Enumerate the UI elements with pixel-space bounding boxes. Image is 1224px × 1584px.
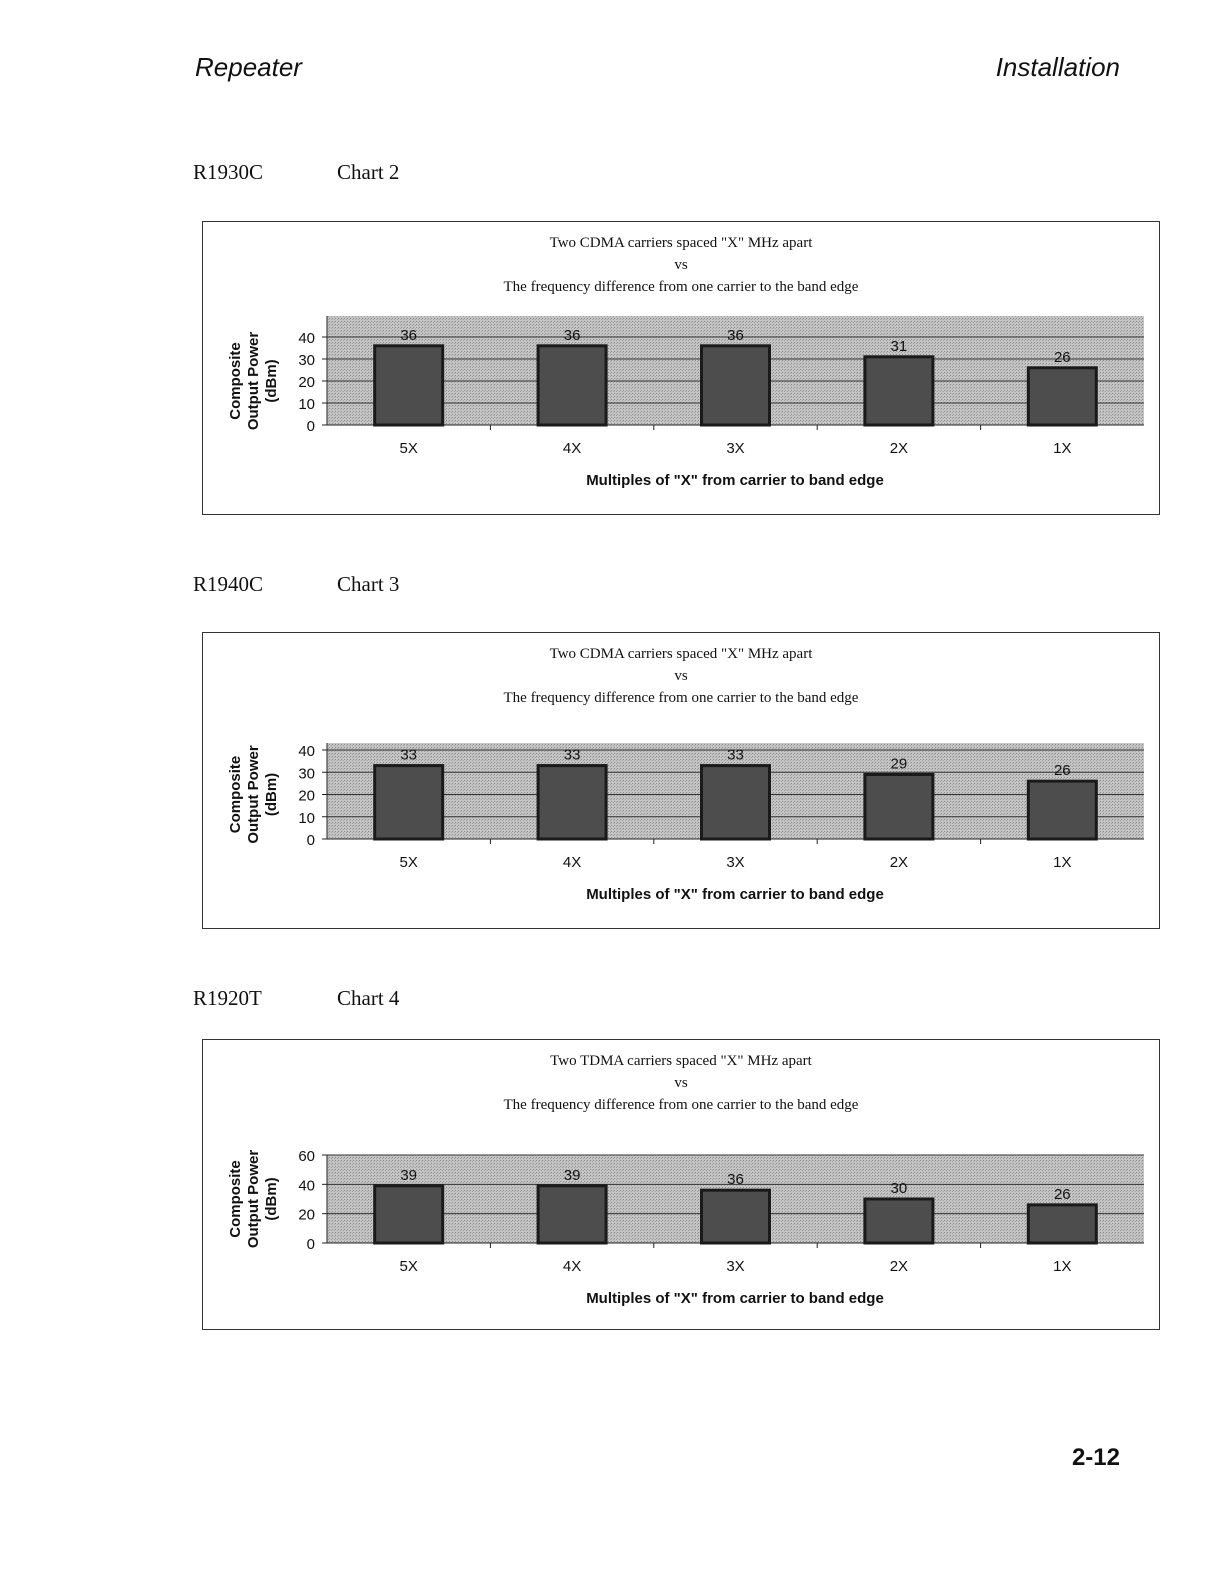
chart-3-container: [202, 1039, 1160, 1330]
x-tick-label: 2X: [889, 1258, 909, 1275]
data-label: 26: [1053, 348, 1071, 366]
x-tick-label: 1X: [1053, 854, 1072, 871]
y-tick-label: 20: [298, 787, 315, 805]
bar-3X: [702, 346, 770, 425]
bar-5X: [375, 346, 443, 425]
x-tick-label: 4X: [562, 1258, 582, 1275]
bar-2X: [865, 357, 933, 425]
bar-1X: [1028, 1205, 1096, 1243]
x-tick-label: 4X: [562, 854, 582, 871]
chart-1-number-label: Chart 2: [337, 160, 400, 184]
chart-3-number-label: Chart 4: [337, 986, 400, 1010]
data-label: 36: [400, 326, 418, 344]
bar-2X: [865, 1199, 933, 1243]
running-header-left: Repeater: [195, 52, 302, 82]
data-label: 26: [1053, 1185, 1071, 1203]
data-label: 31: [890, 337, 908, 355]
y-tick-label: 20: [298, 1206, 315, 1224]
chart-title-line: vs: [674, 257, 688, 273]
y-tick-label: 10: [298, 809, 315, 827]
chart-2-svg: [203, 633, 1159, 928]
running-header-right: Installation: [995, 52, 1120, 82]
chart-title-line: The frequency difference from one carrier to the band edge: [503, 279, 859, 295]
y-tick-label: 30: [298, 352, 315, 369]
data-label: 39: [563, 1166, 581, 1184]
x-tick-label: 2X: [889, 854, 909, 871]
x-axis-label: Multiples of "X" from carrier to band edge: [586, 472, 884, 489]
x-tick-label: 3X: [726, 854, 745, 871]
y-axis-label-line: Composite: [227, 342, 244, 420]
y-tick-label: 0: [306, 832, 315, 849]
data-label: 26: [1053, 762, 1071, 780]
data-label: 36: [727, 1171, 744, 1189]
y-tick-label: 60: [298, 1148, 315, 1165]
chart-title-line: vs: [674, 1075, 688, 1091]
y-tick-label: 0: [306, 418, 315, 435]
x-tick-label: 3X: [726, 440, 745, 457]
chart-1-model-label: R1930C: [193, 160, 264, 184]
y-axis-label-line: Output Power: [245, 1149, 262, 1249]
chart-2-model-label: R1940C: [193, 572, 264, 596]
y-tick-label: 40: [298, 1177, 315, 1195]
chart-1-svg: [203, 222, 1159, 514]
bar-1X: [1028, 368, 1096, 425]
data-label: 33: [563, 746, 581, 764]
x-tick-label: 5X: [399, 854, 418, 871]
bar-1X: [1028, 781, 1096, 839]
chart-title-line: The frequency difference from one carrier to the band edge: [503, 690, 859, 706]
data-label: 36: [563, 326, 581, 344]
y-axis-label-line: Output Power: [245, 331, 262, 431]
y-axis-label-line: (dBm): [263, 772, 280, 817]
chart-3-svg: [203, 1040, 1159, 1329]
x-axis-label: Multiples of "X" from carrier to band edge: [586, 1290, 884, 1307]
x-tick-label: 2X: [889, 440, 909, 457]
bar-4X: [538, 766, 606, 839]
y-axis-label: [227, 332, 280, 430]
bar-3X: [702, 1190, 770, 1243]
bar-2X: [865, 774, 933, 839]
y-tick-label: 10: [298, 396, 315, 413]
chart-3-model-label: R1920T: [193, 986, 262, 1010]
x-tick-label: 4X: [562, 440, 582, 457]
bar-4X: [538, 346, 606, 425]
y-tick-label: 0: [306, 1236, 315, 1253]
chart-2-number-label: Chart 3: [337, 572, 400, 596]
data-label: 33: [727, 746, 744, 764]
x-tick-label: 1X: [1053, 1258, 1072, 1275]
x-tick-label: 5X: [399, 1258, 418, 1275]
x-tick-label: 5X: [399, 440, 418, 457]
y-tick-label: 40: [298, 330, 315, 347]
x-tick-label: 3X: [726, 1258, 745, 1275]
chart-1-container: [202, 221, 1160, 515]
bar-5X: [375, 1186, 443, 1243]
data-label: 29: [890, 755, 908, 773]
data-label: 36: [727, 326, 744, 344]
bar-5X: [375, 766, 443, 839]
chart-title-line: The frequency difference from one carrier to the band edge: [503, 1097, 859, 1113]
chart-title-line: Two CDMA carriers spaced "X" MHz apart: [549, 646, 813, 662]
x-tick-label: 1X: [1053, 440, 1072, 457]
data-label: 39: [400, 1166, 418, 1184]
chart-2-container: [202, 632, 1160, 929]
y-tick-label: 30: [298, 765, 315, 783]
data-label: 33: [400, 746, 418, 764]
x-axis-label: Multiples of "X" from carrier to band edge: [586, 886, 884, 903]
data-label: 30: [890, 1180, 908, 1197]
y-tick-label: 40: [298, 743, 315, 760]
y-axis-label: [227, 745, 280, 843]
y-axis-label-line: Composite: [227, 755, 244, 834]
y-tick-label: 20: [298, 374, 315, 391]
bar-3X: [702, 766, 770, 839]
y-axis-label-line: Composite: [227, 1160, 244, 1238]
y-axis-label-line: Output Power: [245, 745, 262, 844]
y-axis-label: [227, 1150, 280, 1248]
y-axis-label-line: (dBm): [263, 1177, 280, 1221]
chart-title-line: Two TDMA carriers spaced "X" MHz apart: [550, 1053, 812, 1069]
y-axis-label-line: (dBm): [263, 359, 280, 403]
page-number: 2-12: [1071, 1444, 1120, 1471]
chart-title-line: vs: [674, 668, 688, 684]
bar-4X: [538, 1186, 606, 1243]
chart-title-line: Two CDMA carriers spaced "X" MHz apart: [549, 235, 813, 251]
